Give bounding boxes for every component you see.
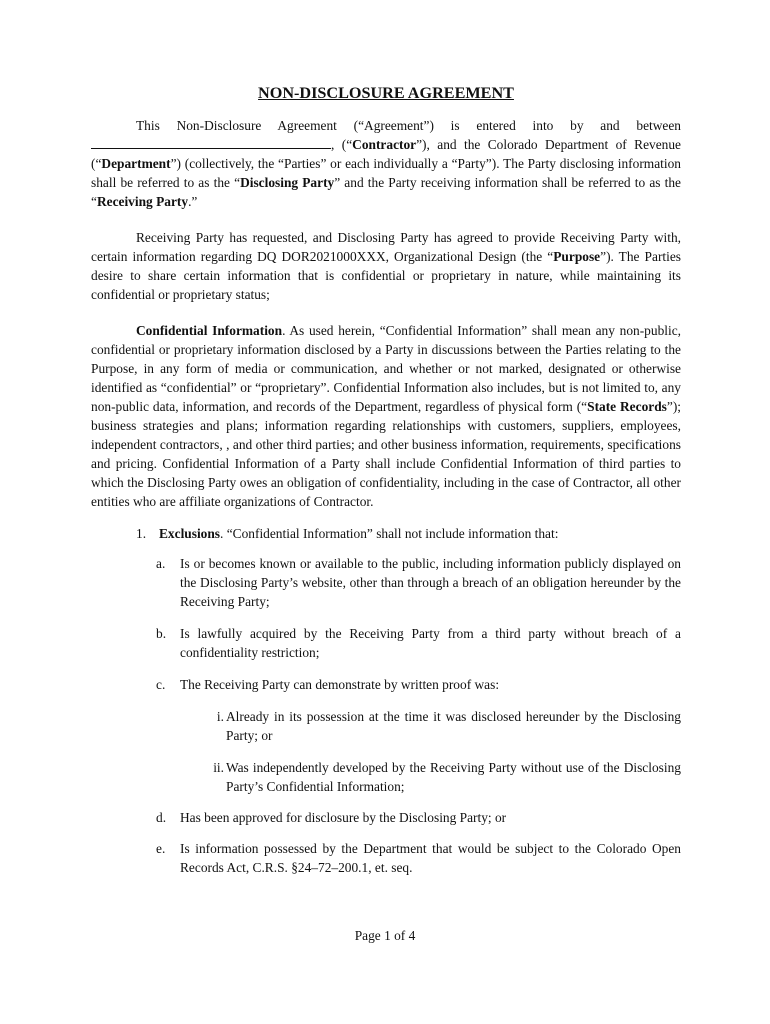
exclusions-text xyxy=(159,524,681,543)
intro-text-3: ”), and the Colorado Department of Revenue (“ xyxy=(91,137,681,171)
list-item-label: d. xyxy=(156,810,167,825)
list-item xyxy=(156,839,681,877)
list-item-text: The Receiving Party can demonstrate by written proof was: xyxy=(180,677,500,692)
intro-text-6: .” xyxy=(188,194,198,209)
intro-text-2: , (“ xyxy=(331,137,353,152)
contractor-term: Contractor xyxy=(352,137,417,152)
intro-text-5: ” and the Party receiving information shall be referred to as the “ xyxy=(91,175,681,209)
exclusions-intro: . “Confidential Information” shall not include information that: xyxy=(220,526,559,541)
confidential-information-heading: Confidential Information xyxy=(136,323,283,338)
confidential-text-1: . As used herein, “Confidential Information” shall mean any non-public, confidential or proprietary information disclosed by a Party in discussions between the Parties relating to the Purpose, in any form of media or communication, and whether or not marked, designated or otherwise identified as “confidential” or “proprietary”. Confidential Information also includes, but is not limited to, any non-public data, information, and records of the Department, regardless of physical form (“ xyxy=(91,323,681,414)
state-records-term: State Records xyxy=(587,399,667,414)
purpose-text-2: ”). The Parties desire to share certain information that is confidential or proprietary in nature, while maintaining its confidential or proprietary status; xyxy=(91,249,682,302)
page-number: Page 1 of 4 xyxy=(354,928,416,943)
disclosing-party-term: Disclosing Party xyxy=(240,175,335,190)
department-term: Department xyxy=(101,156,171,171)
exclusions-heading: Exclusions xyxy=(159,526,221,541)
list-item xyxy=(156,808,681,827)
list-item-text: Is lawfully acquired by the Receiving Party from a third party without breach of a confidentiality restriction; xyxy=(180,626,681,660)
confidential-information-paragraph xyxy=(91,321,681,511)
sub-list-item-text: Was independently developed by the Receiving Party without use of the Disclosing Party’s Confidential Information; xyxy=(226,760,681,794)
list-item-text: Is information possessed by the Department that would be subject to the Colorado Open Records Act, C.R.S. §24–72–200.1, et. seq. xyxy=(180,841,681,875)
sub-list-item xyxy=(201,758,681,796)
list-item xyxy=(156,624,681,662)
section-number: 1. xyxy=(136,526,147,541)
intro-text-1: This Non-Disclosure Agreement (“Agreement”) is entered into by and between xyxy=(136,118,681,133)
intro-paragraph xyxy=(91,116,681,211)
purpose-text-1: Receiving Party has requested, and Disclosing Party has agreed to provide Receiving Party with, certain information regarding DQ DOR2021000XXX, Organizational Design (the “ xyxy=(91,230,681,264)
sub-list-item-label: i. xyxy=(216,709,224,724)
list-item-text: Is or becomes known or available to the public, including information publicly displayed on the Disclosing Party’s website, other than through a breach of an obligation hereunder by the Receiving Party; xyxy=(180,556,681,609)
list-item-label: e. xyxy=(156,841,166,856)
receiving-party-term: Receiving Party xyxy=(96,194,189,209)
sub-list-item-text: Already in its possession at the time it was disclosed hereunder by the Disclosing Party; or xyxy=(226,709,681,743)
list-item-label: c. xyxy=(156,677,166,692)
sub-list-item-label: ii. xyxy=(213,760,224,775)
contractor-name-blank xyxy=(91,136,331,149)
document-title: NON-DISCLOSURE AGREEMENT xyxy=(258,84,514,102)
list-item-label: b. xyxy=(156,626,167,641)
exclusions-section xyxy=(136,524,681,543)
confidential-text-2: ”); business strategies and plans; information regarding relationships with customers, suppliers, employees, independent contractors, , and other third parties; and other business information, requirements, specifications and pricing. Confidential Information of a Party shall include Confidential Information of third parties to which the Disclosing Party owes an obligation of confidentiality, including in the case of Contractor, all other entities who are affiliate organizations of Contractor. xyxy=(91,399,681,509)
purpose-term: Purpose xyxy=(553,249,601,264)
list-item-text: Has been approved for disclosure by the Disclosing Party; or xyxy=(180,810,507,825)
list-item xyxy=(156,675,681,694)
intro-text-4: ”) (collectively, the “Parties” or each individually a “Party”). The Party disclosing information shall be referred to as the “ xyxy=(91,156,681,190)
purpose-paragraph xyxy=(91,228,681,304)
list-item-label: a. xyxy=(156,556,166,571)
list-item xyxy=(156,554,681,611)
sub-list-item xyxy=(201,707,681,745)
document-body xyxy=(91,82,681,877)
